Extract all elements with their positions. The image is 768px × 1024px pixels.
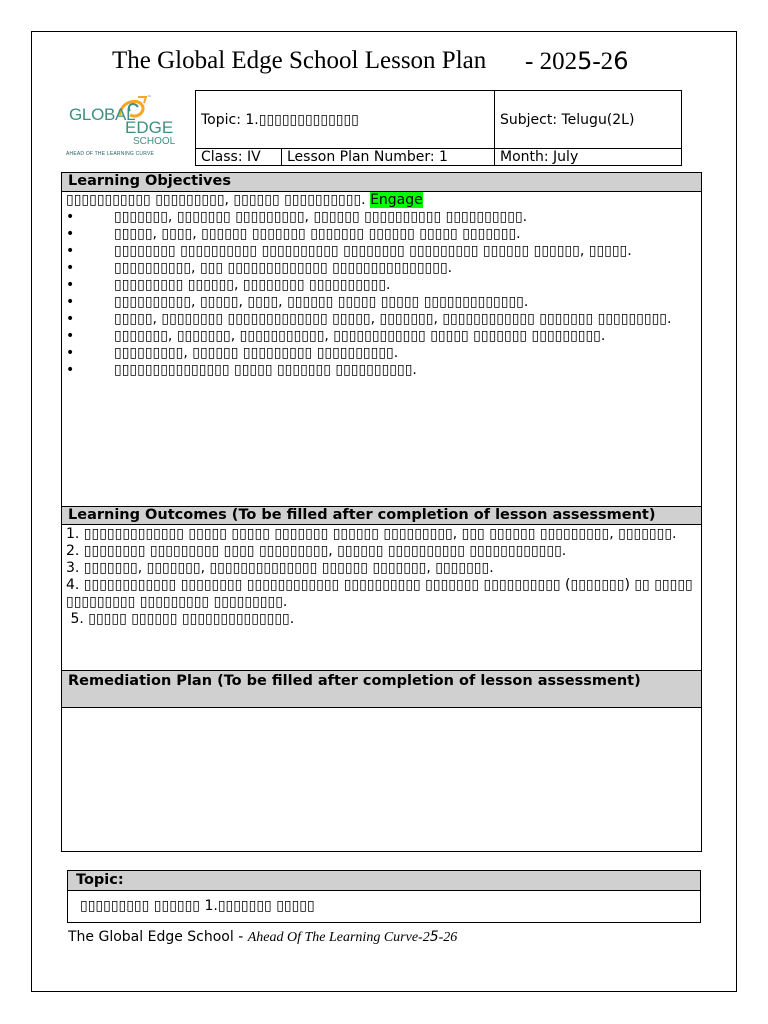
topic-box [67, 870, 701, 923]
outcome-item: 1. ▯▯▯▯▯▯▯▯▯▯▯▯▯ ▯▯▯▯▯ ▯▯▯▯▯ ▯▯▯▯▯▯▯ ▯▯▯▯▯▯ ▯▯▯▯▯▯▯▯▯, ▯▯▯ ▯▯▯▯▯▯ ▯▯▯▯▯▯▯▯▯, ▯▯▯▯▯▯▯. [66, 526, 677, 542]
topic-box-heading: Topic: [68, 871, 700, 891]
objectives-intro: ▯▯▯▯▯▯▯▯▯▯▯ ▯▯▯▯▯▯▯▯▯, ▯▯▯▯▯▯ ▯▯▯▯▯▯▯▯▯▯. Engage [66, 192, 423, 208]
svg-text:™: ™ [147, 95, 152, 101]
topic-box-body: ▯▯▯▯▯▯▯▯▯ ▯▯▯▯▯▯ 1.▯▯▯▯▯▯▯ ▯▯▯▯▯ [80, 898, 315, 914]
bullet-icon: • [66, 209, 75, 225]
objective-item [66, 345, 700, 362]
objective-text: ▯▯▯▯▯▯▯▯▯▯, ▯▯▯▯▯, ▯▯▯▯, ▯▯▯▯▯▯ ▯▯▯▯▯ ▯▯▯▯▯ ▯▯▯▯▯▯▯▯▯▯▯▯▯. [114, 294, 529, 310]
logo-school: SCHOOL [133, 136, 176, 147]
outcome-item: 4. ▯▯▯▯▯▯▯▯▯▯▯▯ ▯▯▯▯▯▯▯▯ ▯▯▯▯▯▯▯▯▯▯▯▯ ▯▯▯▯▯▯▯▯▯▯ ▯▯▯▯▯▯▯ ▯▯▯▯▯▯▯▯▯▯ (▯▯▯▯▯▯▯) ▯▯ ▯▯▯▯▯ ▯▯▯▯▯▯▯▯▯ ▯▯▯▯▯▯▯▯▯ ▯▯▯▯▯▯▯▯▯. [66, 577, 698, 610]
title-text: The Global Edge School Lesson Plan [112, 47, 487, 74]
outcome-item: 2. ▯▯▯▯▯▯▯▯ ▯▯▯▯▯▯▯▯▯ ▯▯▯▯ ▯▯▯▯▯▯▯▯▯, ▯▯▯▯▯▯ ▯▯▯▯▯▯▯▯▯▯ ▯▯▯▯▯▯▯▯▯▯▯▯. [66, 543, 567, 559]
objective-text: ▯▯▯▯▯▯▯▯▯, ▯▯▯▯▯▯ ▯▯▯▯▯▯▯▯▯ ▯▯▯▯▯▯▯▯▯▯. [114, 345, 399, 361]
bullet-icon: • [66, 277, 75, 293]
logo-tagline: AHEAD OF THE LEARNING CURVE [66, 151, 155, 157]
bullet-icon: • [66, 311, 75, 327]
objective-item [66, 362, 700, 379]
footer-tagline: Ahead Of The Learning Curve-2 [247, 930, 430, 945]
bullet-icon: • [66, 294, 75, 310]
outcome-item: 3. ▯▯▯▯▯▯▯, ▯▯▯▯▯▯▯, ▯▯▯▯▯▯▯▯▯▯▯▯▯▯ ▯▯▯▯▯▯ ▯▯▯▯▯▯▯, ▯▯▯▯▯▯▯. [66, 560, 494, 576]
objective-item [66, 328, 700, 345]
objective-item [66, 209, 700, 226]
month-cell: Month: July [495, 149, 682, 166]
objective-item [66, 260, 700, 277]
engage-highlight: Engage [370, 192, 423, 208]
topic-cell: Topic: 1.▯▯▯▯▯▯▯▯▯▯▯▯▯ [196, 91, 495, 149]
objectives-body [66, 192, 700, 379]
lesson-plan-frame [61, 172, 702, 852]
objective-item [66, 277, 700, 294]
objective-item [66, 294, 700, 311]
objective-text: ▯▯▯▯▯, ▯▯▯▯, ▯▯▯▯▯▯ ▯▯▯▯▯▯▯ ▯▯▯▯▯▯▯ ▯▯▯▯▯▯ ▯▯▯▯▯ ▯▯▯▯▯▯▯. [114, 226, 521, 242]
objective-item [66, 226, 700, 243]
objective-text: ▯▯▯▯▯▯▯▯▯ ▯▯▯▯▯▯, ▯▯▯▯▯▯▯▯ ▯▯▯▯▯▯▯▯▯▯. [114, 277, 391, 293]
subject-cell: Subject: Telugu(2L) [495, 91, 682, 149]
remediation-heading: Remediation Plan (To be filled after completion of lesson assessment) [62, 670, 701, 708]
class-cell: Class: IV [196, 149, 282, 166]
page-title [112, 47, 629, 75]
objective-text: ▯▯▯▯▯▯▯▯▯▯, ▯▯▯ ▯▯▯▯▯▯▯▯▯▯▯▯▯ ▯▯▯▯▯▯▯▯▯▯▯▯▯▯▯. [114, 260, 453, 276]
lesson-info-table [195, 90, 682, 166]
objective-text: ▯▯▯▯▯, ▯▯▯▯▯▯▯▯ ▯▯▯▯▯▯▯▯▯▯▯▯▯ ▯▯▯▯▯, ▯▯▯▯▯▯▯, ▯▯▯▯▯▯▯▯▯▯▯▯ ▯▯▯▯▯▯▯ ▯▯▯▯▯▯▯▯▯. [114, 311, 672, 327]
lesson-number-cell: Lesson Plan Number: 1 [282, 149, 495, 166]
objective-text: ▯▯▯▯▯▯▯▯▯▯▯▯▯▯▯ ▯▯▯▯▯ ▯▯▯▯▯▯▯ ▯▯▯▯▯▯▯▯▯▯. [114, 362, 417, 378]
bullet-icon: • [66, 226, 75, 242]
objective-text: ▯▯▯▯▯▯▯, ▯▯▯▯▯▯▯ ▯▯▯▯▯▯▯▯▯, ▯▯▯▯▯▯ ▯▯▯▯▯▯▯▯▯▯ ▯▯▯▯▯▯▯▯▯▯. [114, 209, 528, 225]
objective-item [66, 311, 700, 328]
outcomes-body [66, 526, 700, 628]
title-year: - 2025-26 [525, 47, 629, 75]
outcome-item: 5. ▯▯▯▯▯ ▯▯▯▯▯▯ ▯▯▯▯▯▯▯▯▯▯▯▯▯▯. [66, 611, 295, 627]
bullet-icon: • [66, 328, 75, 344]
bullet-icon: • [66, 243, 75, 259]
footer-text: The Global Edge School - [68, 929, 248, 945]
outcomes-heading: Learning Outcomes (To be filled after completion of lesson assessment) [62, 506, 701, 525]
logo-global: GLOBAL [69, 105, 136, 124]
school-logo [66, 93, 178, 163]
objective-item [66, 243, 700, 260]
objectives-list [66, 209, 700, 379]
logo-edge: EDGE [125, 118, 174, 137]
bullet-icon: • [66, 345, 75, 361]
objective-text: ▯▯▯▯▯▯▯▯ ▯▯▯▯▯▯▯▯▯▯ ▯▯▯▯▯▯▯▯▯▯ ▯▯▯▯▯▯▯▯ ▯▯▯▯▯▯▯▯▯ ▯▯▯▯▯▯ ▯▯▯▯▯▯, ▯▯▯▯▯. [114, 243, 632, 259]
bullet-icon: • [66, 362, 75, 378]
bullet-icon: • [66, 260, 75, 276]
objectives-heading: Learning Objectives [62, 173, 701, 192]
page-footer: The Global Edge School - Ahead Of The Learning Curve-25-26 [68, 929, 458, 945]
objective-text: ▯▯▯▯▯▯▯, ▯▯▯▯▯▯▯, ▯▯▯▯▯▯▯▯▯▯▯, ▯▯▯▯▯▯▯▯▯▯▯▯ ▯▯▯▯▯ ▯▯▯▯▯▯▯ ▯▯▯▯▯▯▯▯▯. [114, 328, 606, 344]
remediation-body[interactable] [66, 708, 700, 848]
